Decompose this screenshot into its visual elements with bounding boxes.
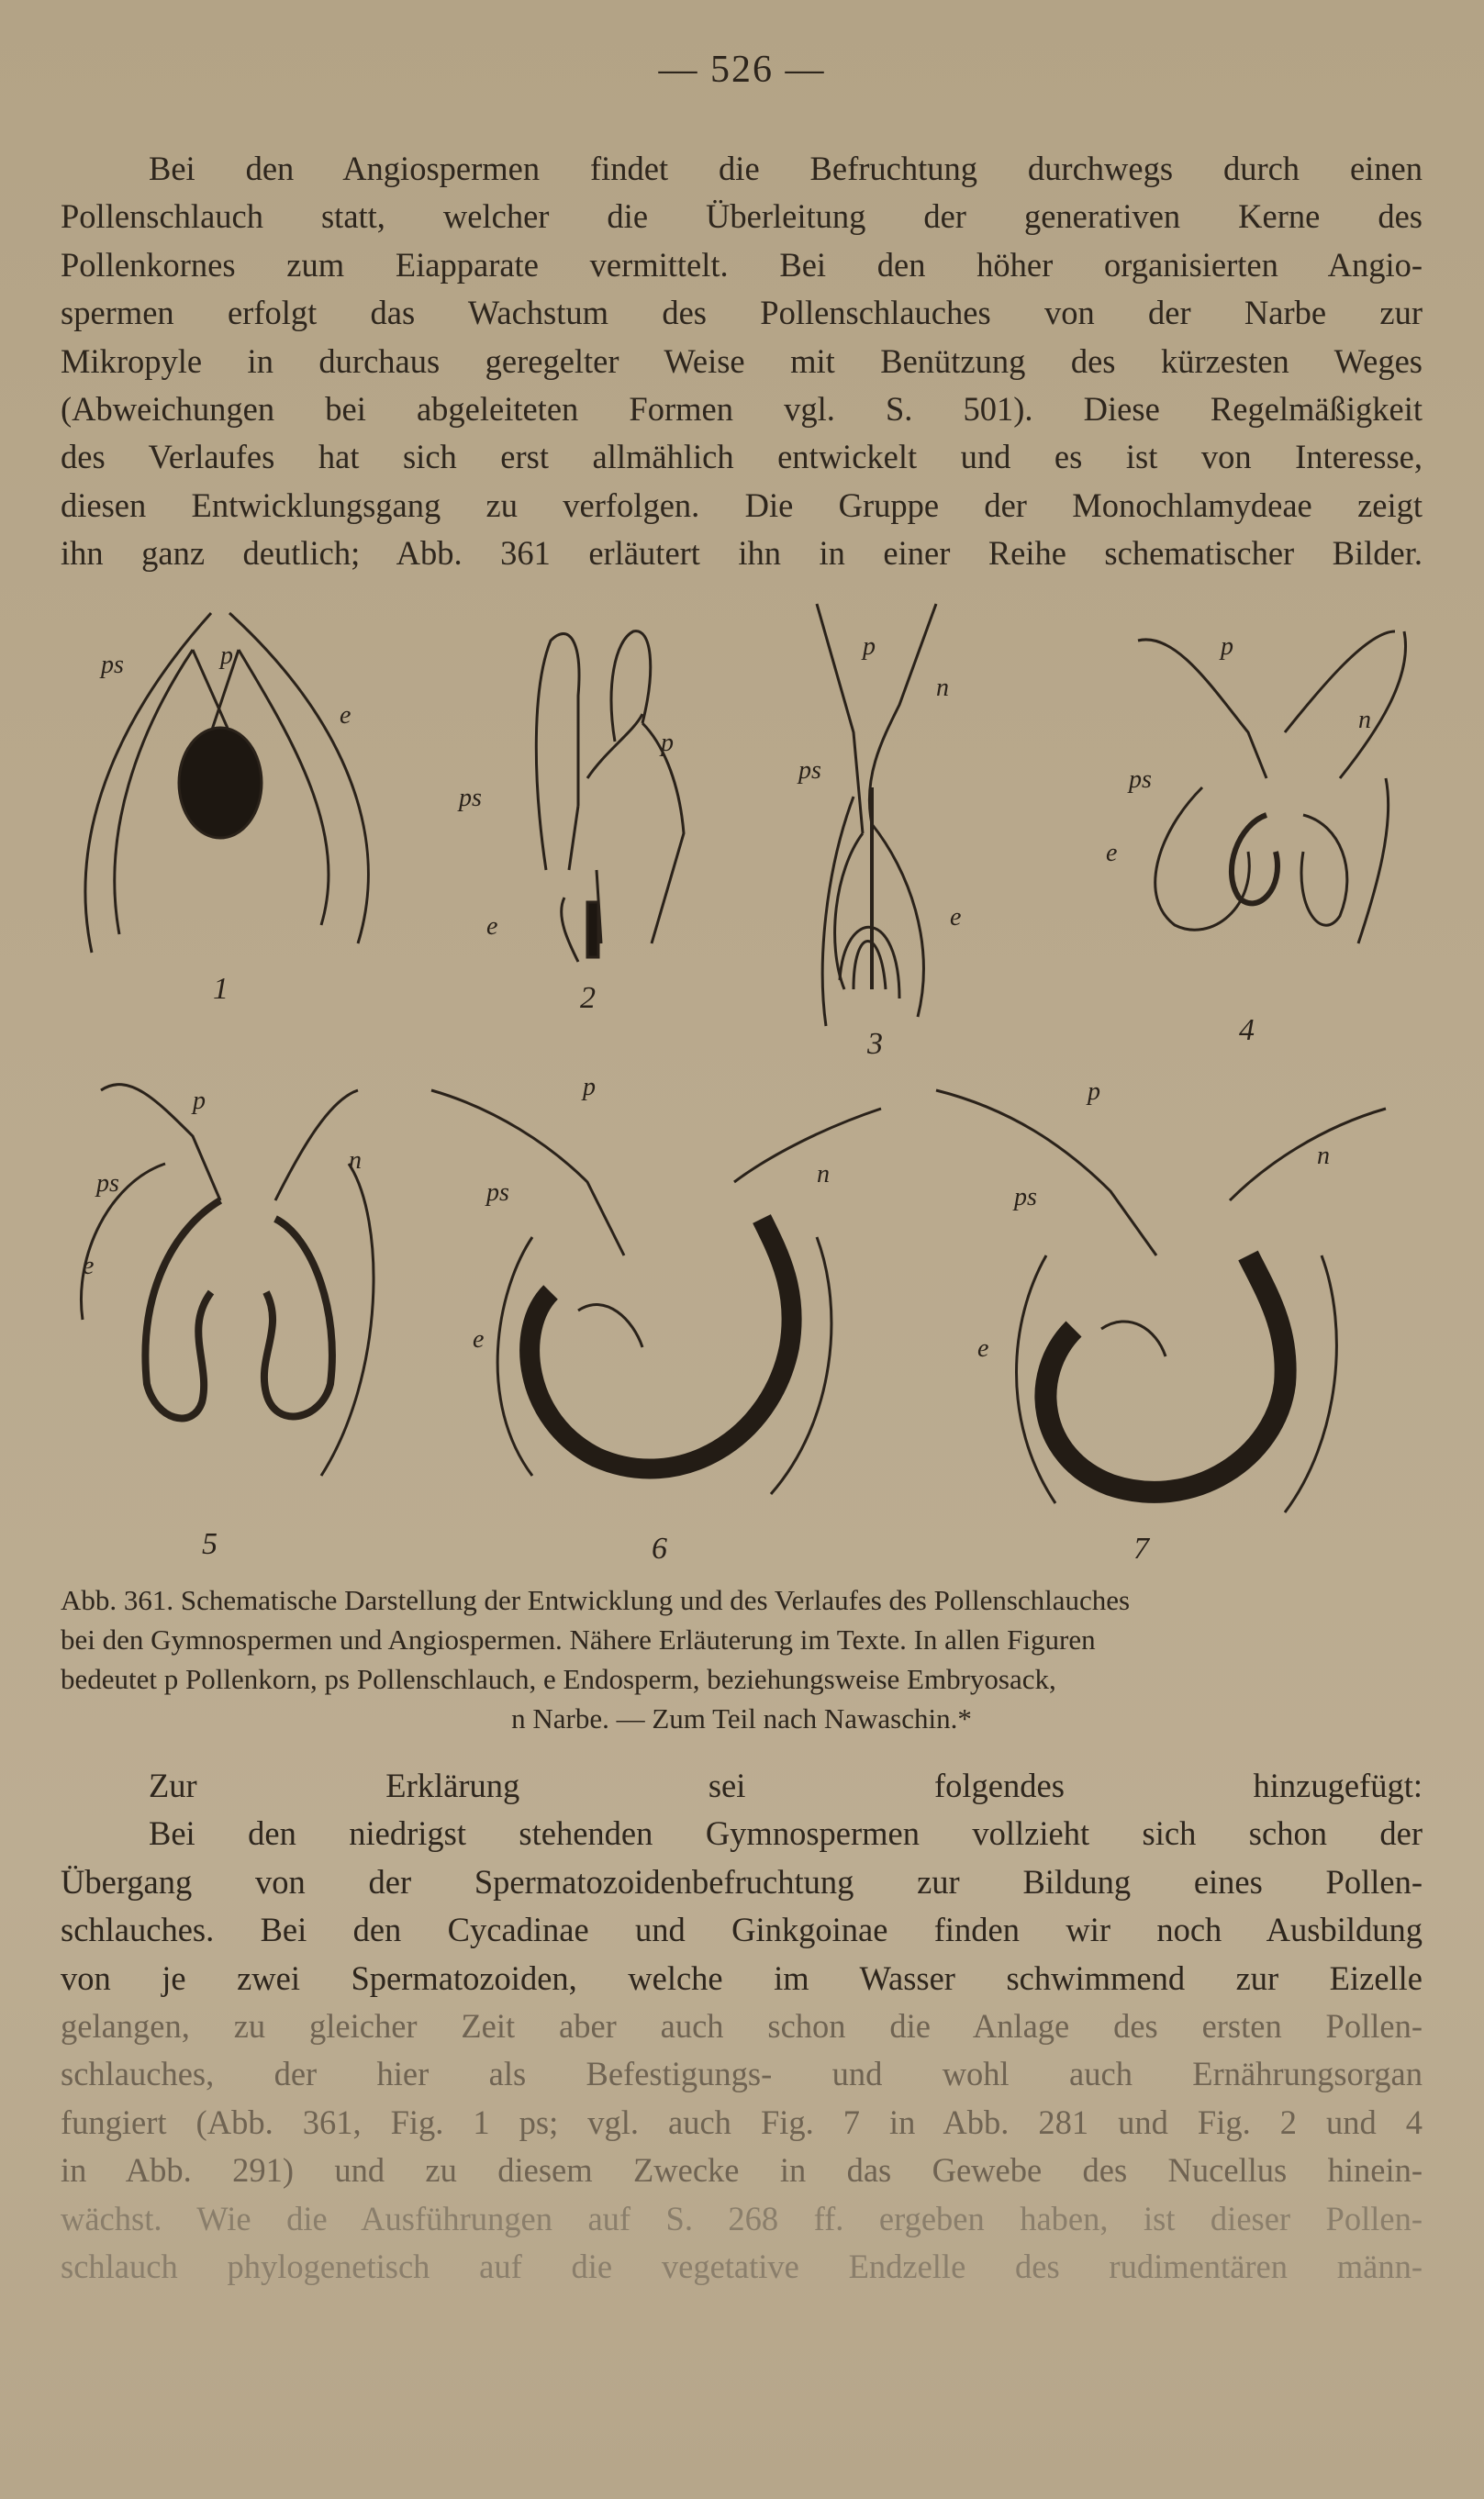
label-p: p (220, 641, 233, 670)
label-e: e (83, 1252, 95, 1280)
text-line: Pollenschlauch statt, welcher die Überleitung der generativen Kerne des (61, 197, 1423, 236)
text-line: Bei den Angiospermen findet die Befruchtung durchwegs durch einen (149, 150, 1423, 187)
schematic-figure (55, 595, 1432, 1567)
paragraph-explanation (61, 1762, 1423, 2291)
figure-4 (1138, 631, 1406, 943)
figure-number-1: 1 (213, 972, 229, 1006)
label-e: e (977, 1334, 989, 1363)
text-line: schlauches, der hier als Befestigungs- und wohl auch Ernährungsorgan (61, 2055, 1423, 2093)
label-p: p (1088, 1077, 1100, 1106)
label-ps: ps (1129, 765, 1152, 794)
figure-drawing (55, 595, 1432, 1567)
text-line: Übergang von der Spermatozoidenbefruchtung zur Bildung eines Pollen- (61, 1862, 1423, 1901)
label-p: p (583, 1073, 596, 1101)
caption-line: Abb. 361. Schematische Darstellung der Entwicklung und des Verlaufes des Pollenschlauches (61, 1584, 1131, 1616)
text-line: von je zwei Spermatozoiden, welche im Wasser schwimmend zur Eizelle (61, 1958, 1423, 1997)
figure-number-5: 5 (202, 1527, 218, 1561)
label-ps: ps (798, 756, 821, 785)
text-line: Pollenkornes zum Eiapparate vermittelt. Bei den höher organisierten Angio- (61, 245, 1423, 284)
label-p: p (1221, 632, 1233, 661)
caption-line: bedeutet p Pollenkorn, ps Pollenschlauch, e Endosperm, beziehungsweise Embryosack, (61, 1663, 1056, 1695)
caption-line: bei den Gymnospermen und Angiospermen. Nähere Erläuterung im Texte. In allen Figuren (61, 1623, 1096, 1656)
figure-3 (817, 604, 936, 1026)
figure-number-3: 3 (867, 1027, 883, 1061)
text-line: fungiert (Abb. 361, Fig. 1 ps; vgl. auch Fig. 7 in Abb. 281 und Fig. 2 und 4 (61, 2103, 1423, 2141)
label-p: p (863, 632, 876, 661)
text-line: des Verlaufes hat sich erst allmählich entwickelt und es ist von Interesse, (61, 438, 1423, 476)
figure-number-4: 4 (1239, 1013, 1255, 1047)
caption-line: n Narbe. — Zum Teil nach Nawaschin.* (511, 1702, 972, 1735)
label-n: n (936, 674, 949, 702)
paragraph-intro (61, 145, 1423, 578)
text-line: Bei den niedrigst stehenden Gymnospermen vollzieht sich schon der (149, 1814, 1423, 1853)
figure-number-7: 7 (1133, 1532, 1149, 1566)
text-line: schlauch phylogenetisch auf die vegetative Endzelle des rudimentären männ- (61, 2247, 1423, 2285)
text-line: schlauches. Bei den Cycadinae und Ginkgoinae finden wir noch Ausbildung (61, 1911, 1423, 1949)
label-p: p (661, 729, 674, 757)
page-number: — 526 — (658, 49, 826, 91)
label-e: e (1106, 839, 1118, 867)
label-e: e (473, 1325, 485, 1354)
text-line: spermen erfolgt das Wachstum des Pollenschlauches von der Narbe zur (61, 294, 1423, 332)
label-ps: ps (1014, 1183, 1037, 1211)
figure-2 (536, 631, 684, 962)
label-e: e (486, 912, 498, 941)
label-n: n (349, 1146, 362, 1175)
figure-number-6: 6 (652, 1532, 667, 1566)
figure-caption (61, 1580, 1423, 1738)
figure-6 (431, 1090, 881, 1494)
text-line: in Abb. 291) und zu diesem Zwecke in das Gewebe des Nucellus hinein- (61, 2151, 1423, 2190)
label-ps: ps (459, 784, 482, 812)
label-n: n (1358, 706, 1371, 734)
label-n: n (1317, 1142, 1330, 1170)
text-line: (Abweichungen bei abgeleiteten Formen vgl. S. 501). Diese Regelmäßigkeit (61, 389, 1423, 428)
figure-number-2: 2 (580, 981, 596, 1015)
text-line: ihn ganz deutlich; Abb. 361 erläutert ihn in einer Reihe schematischer Bilder. (61, 534, 1423, 573)
label-e: e (340, 701, 351, 730)
label-n: n (817, 1160, 830, 1188)
text-line: Mikropyle in durchaus geregelter Weise mit Benützung des kürzesten Weges (61, 341, 1423, 380)
label-ps: ps (101, 651, 124, 679)
label-ps: ps (96, 1169, 119, 1198)
figure-5 (81, 1085, 374, 1476)
text-line: Zur Erklärung sei folgendes hinzugefügt: (149, 1767, 1423, 1804)
label-e: e (950, 903, 962, 932)
text-line: diesen Entwicklungsgang zu verfolgen. Die Gruppe der Monochlamydeae zeigt (61, 485, 1423, 524)
label-ps: ps (486, 1178, 509, 1207)
text-line: gelangen, zu gleicher Zeit aber auch schon die Anlage des ersten Pollen- (61, 2006, 1423, 2045)
label-p: p (193, 1087, 206, 1115)
text-line: wächst. Wie die Ausführungen auf S. 268 ff. ergeben haben, ist dieser Pollen- (61, 2199, 1423, 2237)
